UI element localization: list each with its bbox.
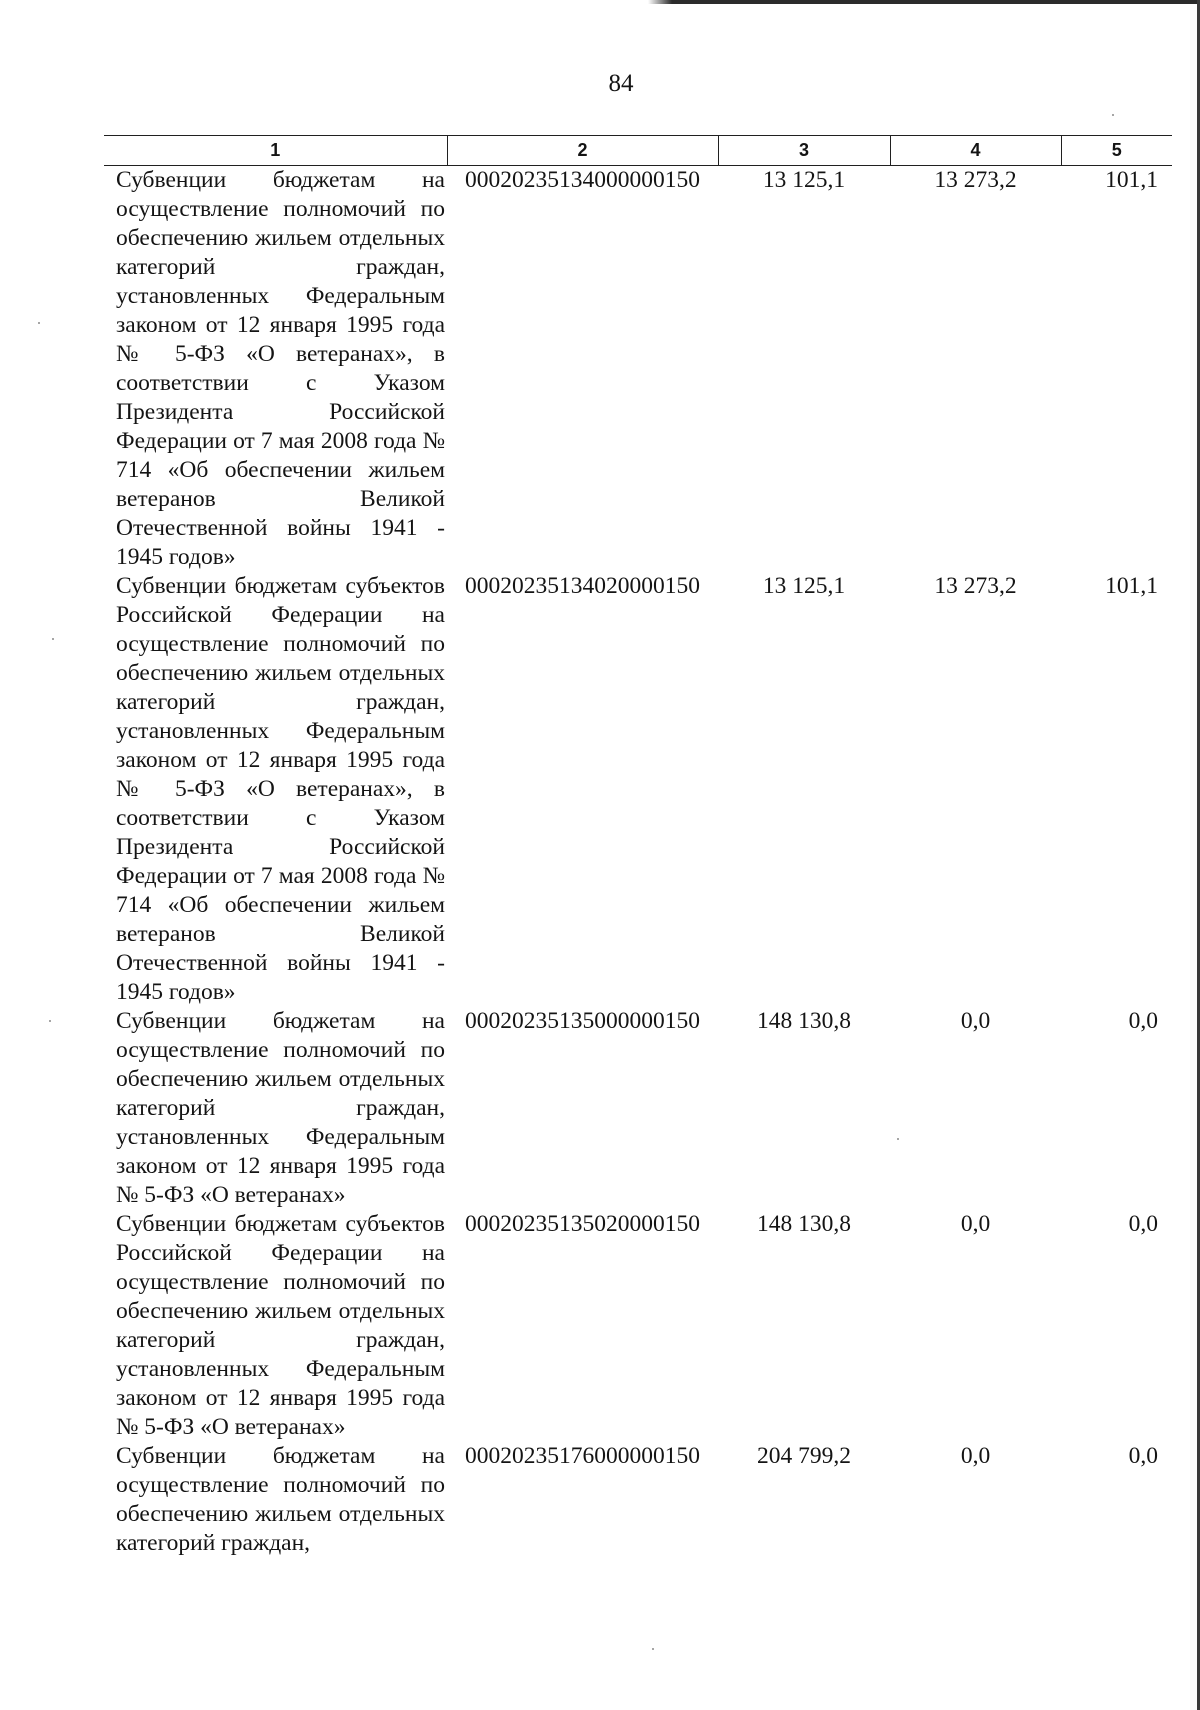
row-code: 00020235135000000150 bbox=[465, 1008, 700, 1034]
row-code: 00020235176000000150 bbox=[465, 1443, 700, 1469]
scan-speck bbox=[1112, 114, 1114, 116]
table-row bbox=[104, 1210, 1172, 1442]
row-value-col5: 101,1 bbox=[1105, 167, 1158, 193]
row-value-col3: 148 130,8 bbox=[757, 1008, 851, 1034]
budget-table bbox=[104, 135, 1172, 1558]
scan-speck bbox=[38, 322, 40, 324]
row-name: Субвенции бюджетам субъектов Российской Федерации на осуществление полномочий по обеспечению жильем отдельных категорий граждан, установленных Федеральным законом от 12 января 1995 года № 5-ФЗ «О ветеранах» bbox=[116, 1211, 445, 1440]
table-row bbox=[104, 572, 1172, 1007]
column-header-2: 2 bbox=[447, 136, 718, 166]
row-value-col5: 0,0 bbox=[1128, 1008, 1158, 1034]
row-value-col4: 0,0 bbox=[960, 1211, 991, 1237]
scan-speck bbox=[52, 638, 54, 640]
row-name: Субвенции бюджетам субъектов Российской Федерации на осуществление полномочий по обеспечению жильем отдельных категорий граждан, установленных Федеральным законом от 12 января 1995 года № 5-ФЗ «О ветеранах», в соответствии с Указом Президента Российской Федерации от 7 мая 2008 года № 714 «Об обеспечении жильем ветеранов Великой Отечественной войны 1941 - 1945 годов» bbox=[116, 573, 445, 1005]
row-value-col4: 0,0 bbox=[960, 1443, 991, 1469]
row-value-col5: 0,0 bbox=[1128, 1443, 1158, 1469]
page-number: 84 bbox=[608, 70, 634, 97]
table-header-row bbox=[104, 136, 1172, 166]
row-value-col4: 13 273,2 bbox=[934, 167, 1017, 193]
column-header-3: 3 bbox=[718, 136, 890, 166]
column-header-1: 1 bbox=[104, 136, 447, 166]
scan-speck bbox=[652, 1648, 654, 1650]
row-value-col3: 204 799,2 bbox=[757, 1443, 851, 1469]
scan-speck bbox=[49, 1020, 51, 1022]
row-value-col3: 13 125,1 bbox=[762, 167, 846, 193]
row-value-col4: 13 273,2 bbox=[934, 573, 1017, 599]
row-code: 00020235134020000150 bbox=[465, 573, 700, 599]
row-name: Субвенции бюджетам на осуществление полномочий по обеспечению жильем отдельных категорий граждан, установленных Федеральным законом от 12 января 1995 года № 5-ФЗ «О ветеранах», в соответствии с Указом Президента Российской Федерации от 7 мая 2008 года № 714 «Об обеспечении жильем ветеранов Великой Отечественной войны 1941 - 1945 годов» bbox=[116, 167, 445, 570]
column-header-4: 4 bbox=[890, 136, 1061, 166]
row-value-col3: 148 130,8 bbox=[757, 1211, 851, 1237]
row-code: 00020235134000000150 bbox=[465, 167, 700, 193]
table-row bbox=[104, 166, 1172, 573]
row-value-col3: 13 125,1 bbox=[762, 573, 846, 599]
row-value-col5: 0,0 bbox=[1128, 1211, 1158, 1237]
row-value-col4: 0,0 bbox=[960, 1008, 991, 1034]
column-header-5: 5 bbox=[1061, 136, 1172, 166]
row-name: Субвенции бюджетам на осуществление полномочий по обеспечению жильем отдельных категорий граждан, установленных Федеральным законом от 12 января 1995 года № 5-ФЗ «О ветеранах» bbox=[116, 1008, 445, 1208]
table-row bbox=[104, 1442, 1172, 1558]
scan-edge-top bbox=[0, 0, 1200, 4]
row-value-col5: 101,1 bbox=[1105, 573, 1158, 599]
row-name: Субвенции бюджетам на осуществление полномочий по обеспечению жильем отдельных категорий граждан, bbox=[116, 1443, 445, 1556]
row-code: 00020235135020000150 bbox=[465, 1211, 700, 1237]
table-row bbox=[104, 1007, 1172, 1210]
